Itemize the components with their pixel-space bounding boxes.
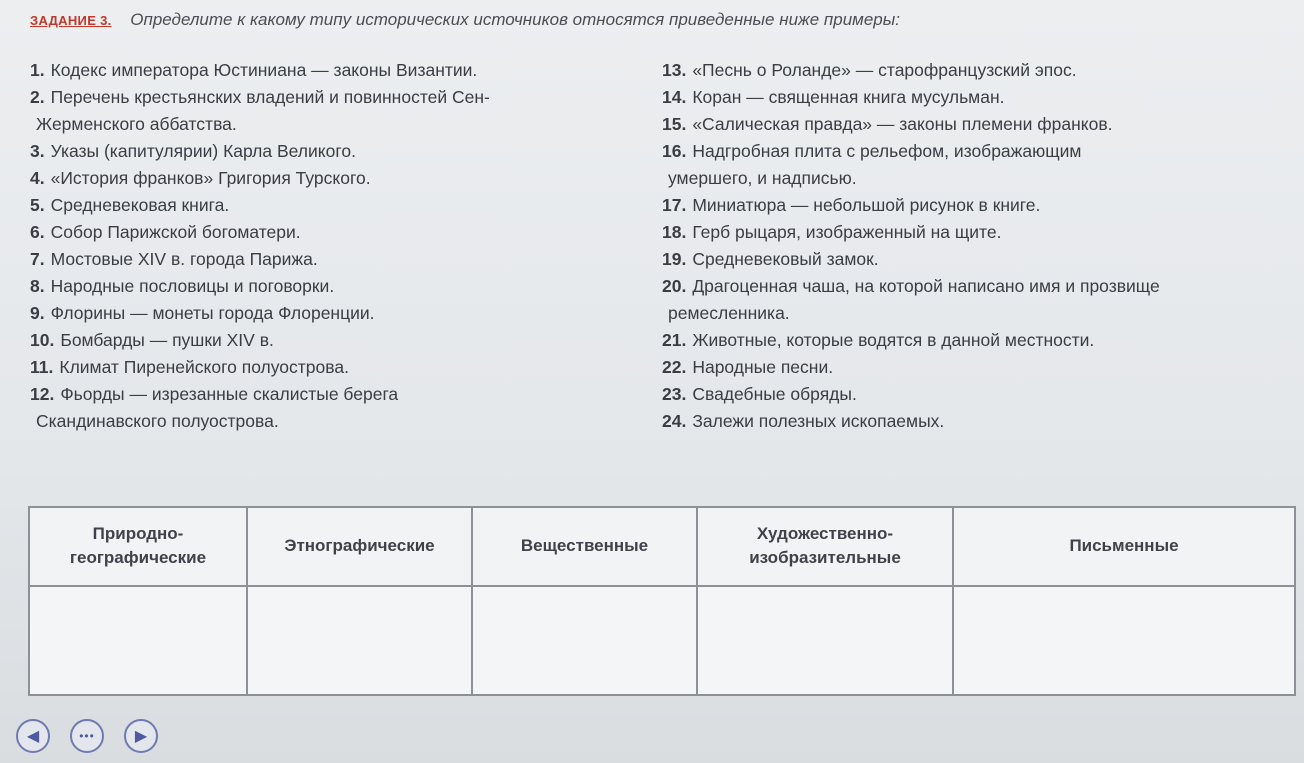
answer-cell-written[interactable] <box>953 586 1295 695</box>
list-item: 11. Климат Пиренейского полуострова. <box>30 357 349 377</box>
answer-cell-natural-geographic[interactable] <box>29 586 247 695</box>
header-natural-geographic: Природно-географические <box>29 507 247 586</box>
table-row <box>29 586 1295 695</box>
list-item: 12. Фьорды — изрезанные скалистые берега <box>30 384 399 404</box>
list-item: 14. Коран — священная книга мусульман. <box>662 87 1005 107</box>
table-header-row <box>29 507 1295 586</box>
next-slide-button[interactable] <box>124 719 158 753</box>
list-item: 22. Народные песни. <box>662 357 834 377</box>
list-item: 9. Флорины — монеты города Флоренции. <box>30 303 375 323</box>
header-written: Письменные <box>953 507 1295 586</box>
list-item: 3. Указы (капитулярии) Карла Великого. <box>30 141 356 161</box>
list-item: 20. Драгоценная чаша, на которой написано имя и прозвище <box>662 276 1160 296</box>
answer-table <box>28 506 1296 696</box>
list-item: 10. Бомбарды — пушки XIV в. <box>30 330 274 350</box>
sources-list-left <box>30 57 650 435</box>
list-item: 19. Средневековый замок. <box>662 249 879 269</box>
list-item: 5. Средневековая книга. <box>30 195 230 215</box>
header-ethnographic: Этнографические <box>247 507 472 586</box>
list-item: 15. «Салическая правда» — законы племени франков. <box>662 114 1113 134</box>
list-item: 2. Перечень крестьянских владений и повинностей Сен- <box>30 87 490 107</box>
list-item: 16. Надгробная плита с рельефом, изображающим <box>662 141 1082 161</box>
header-artistic-visual: Художественно-изобразительные <box>697 507 953 586</box>
answer-cell-artistic-visual[interactable] <box>697 586 953 695</box>
list-item: 21. Животные, которые водятся в данной местности. <box>662 330 1095 350</box>
list-item: 18. Герб рыцаря, изображенный на щите. <box>662 222 1002 242</box>
answer-cell-ethnographic[interactable] <box>247 586 472 695</box>
list-item: 23. Свадебные обряды. <box>662 384 857 404</box>
list-item: Жерменского аббатства. <box>36 114 237 134</box>
list-item: 8. Народные пословицы и поговорки. <box>30 276 335 296</box>
list-item: 13. «Песнь о Роланде» — старофранцузский эпос. <box>662 60 1077 80</box>
list-item: 24. Залежи полезных ископаемых. <box>662 411 945 431</box>
arrow-right-icon: ▶ <box>134 728 148 745</box>
list-item: 7. Мостовые XIV в. города Парижа. <box>30 249 318 269</box>
list-item: 4. «История франков» Григория Турского. <box>30 168 371 188</box>
header-material: Вещественные <box>472 507 697 586</box>
prev-slide-button[interactable] <box>16 719 50 753</box>
list-item: умершего, и надписью. <box>668 168 857 188</box>
task-question: Определите к какому типу исторических источников относятся приведенные ниже примеры: <box>130 10 900 29</box>
arrow-left-icon: ◀ <box>26 728 40 745</box>
ellipsis-icon: ••• <box>79 729 95 743</box>
list-item: Скандинавского полуострова. <box>36 411 279 431</box>
task-label: ЗАДАНИЕ 3. <box>30 13 112 28</box>
answer-cell-material[interactable] <box>472 586 697 695</box>
list-item: 17. Миниатюра — небольшой рисунок в книге. <box>662 195 1041 215</box>
task-heading <box>30 10 1290 30</box>
list-item: 6. Собор Парижской богоматери. <box>30 222 301 242</box>
list-item: ремесленника. <box>668 303 790 323</box>
more-options-button[interactable] <box>70 719 104 753</box>
list-item: 1. Кодекс императора Юстиниана — законы Византии. <box>30 60 478 80</box>
sources-list-right <box>662 57 1302 435</box>
